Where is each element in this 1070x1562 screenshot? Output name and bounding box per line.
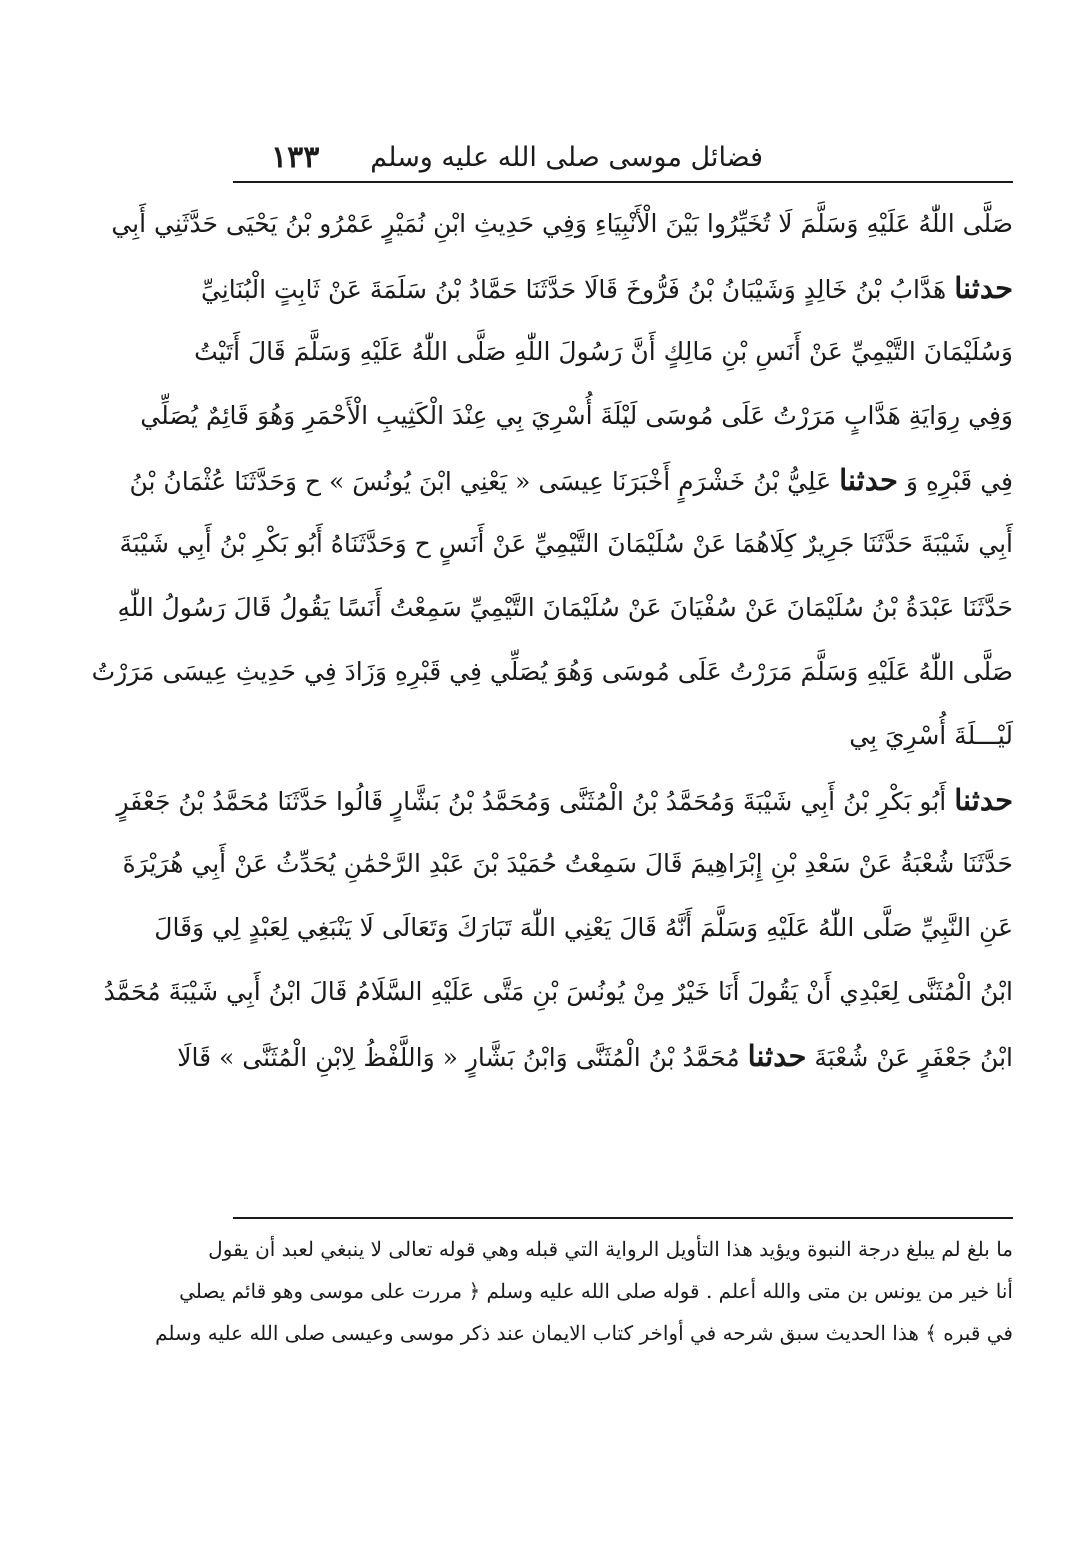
text-line: ابْنُ جَعْفَرٍ عَنْ شُعْبَةَ حدثنا مُحَمَّدُ بْنُ الْمُثَنَّى وَابْنُ بَشَّارٍ « وَاللَّفْظُ لِابْنِ الْمُثَنَّى » قَالَا	[177, 1039, 1013, 1073]
page-header	[233, 140, 1013, 180]
text-line: حَدَّثَنَا عَبْدَةُ بْنُ سُلَيْمَانَ عَنْ سُفْيَانَ عَنْ سُلَيْمَانَ التَّيْمِيِّ سَمِعْتُ أَنَسًا يَقُولُ قَالَ رَسُولُ اللّٰهِ	[117, 593, 1013, 622]
text-line: ابْنُ الْمُثَنَّى لِعَبْدِي أَنْ يَقُولَ أَنَا خَيْرٌ مِنْ يُونُسَ بْنِ مَتَّى عَلَيْهِ السَّلَامُ قَالَ ابْنُ أَبِي شَيْبَةَ مُحَمَّدُ	[103, 977, 1013, 1006]
keyword-haddathana: حدثنا	[954, 783, 1013, 817]
header-divider	[233, 181, 1013, 183]
keyword-haddathana: حدثنا	[954, 271, 1013, 305]
text-line: حدثنا أَبُو بَكْرِ بْنُ أَبِي شَيْبَةَ وَمُحَمَّدُ بْنُ الْمُثَنَّى وَمُحَمَّدُ بْنُ بَشَّارٍ قَالُوا حَدَّثَنَا مُحَمَّدُ بْنُ جَعْفَرٍ	[116, 783, 1013, 817]
footnotes	[155, 1228, 1013, 1354]
text-line: وَسُلَيْمَانَ التَّيْمِيِّ عَنْ أَنَسِ بْنِ مَالِكٍ أَنَّ رَسُولَ اللّٰهِ صَلَّى اللّٰهُ عَلَيْهِ وَسَلَّمَ قَالَ أَتَيْتُ	[194, 337, 1013, 366]
text-line: عَنِ النَّبِيِّ صَلَّى اللّٰهُ عَلَيْهِ وَسَلَّمَ أَنَّهُ قَالَ يَعْنِي اللّٰهَ تَبَارَكَ وَتَعَالَى لَا يَنْبَغِي لِعَبْدٍ لِي وَقَالَ	[154, 913, 1013, 942]
footnote-line: أنا خير من يونس بن متى والله أعلم . قوله صلى الله عليه وسلم ﴿ مررت على موسى وهو قائم يصلي	[179, 1279, 1013, 1303]
text-line: لَيْـــلَةَ أُسْرِيَ بِي	[849, 721, 1013, 750]
text-line: حَدَّثَنَا شُعْبَةُ عَنْ سَعْدِ بْنِ إِبْرَاهِيمَ قَالَ سَمِعْتُ حُمَيْدَ بْنَ عَبْدِ الرَّحْمَٰنِ يُحَدِّثُ عَنْ أَبِي هُرَيْرَةَ	[122, 849, 1013, 878]
footnote-line: ما بلغ لم يبلغ درجة النبوة ويؤيد هذا التأويل الرواية التي قبله وهي قوله تعالى لا ينبغي لعبد أن يقول	[208, 1237, 1013, 1261]
text-line: وَفِي رِوَايَةِ هَدَّابٍ مَرَرْتُ عَلَى مُوسَى لَيْلَةَ أُسْرِيَ بِي عِنْدَ الْكَثِيبِ الْأَحْمَرِ وَهُوَ قَائِمٌ يُصَلِّي	[140, 401, 1013, 430]
text-line: صَلَّى اللّٰهُ عَلَيْهِ وَسَلَّمَ مَرَرْتُ عَلَى مُوسَى وَهُوَ يُصَلِّي فِي قَبْرِهِ وَزَادَ فِي حَدِيثِ عِيسَى مَرَرْتُ	[91, 657, 1013, 686]
hadith-text	[91, 192, 1013, 1088]
footnote-line: في قبره ﴾ هذا الحديث سبق شرحه في أواخر كتاب الايمان عند ذكر موسى وعيسى صلى الله عليه وسلم	[155, 1321, 1013, 1345]
keyword-haddathana: حدثنا	[839, 463, 898, 497]
page-number: ١٣٣	[271, 140, 320, 175]
chapter-title: فضائل موسى صلى الله عليه وسلم	[370, 142, 763, 173]
text-line: أَبِي شَيْبَةَ حَدَّثَنَا جَرِيرٌ كِلَاهُمَا عَنْ سُلَيْمَانَ التَّيْمِيِّ عَنْ أَنَسٍ ح وَحَدَّثَنَاهُ أَبُو بَكْرِ بْنُ أَبِي شَيْبَةَ	[119, 529, 1013, 558]
text-line: فِي قَبْرِهِ وَ حدثنا عَلِيُّ بْنُ خَشْرَمٍ أَخْبَرَنَا عِيسَى « يَعْنِي ابْنَ يُونُسَ » ح وَحَدَّثَنَا عُثْمَانُ بْنُ	[129, 463, 1013, 497]
text-line: حدثنا هَدَّابُ بْنُ خَالِدٍ وَشَيْبَانُ بْنُ فَرُّوخَ قَالَا حَدَّثَنَا حَمَّادُ بْنُ سَلَمَةَ عَنْ ثَابِتٍ الْبُنَانِيِّ	[200, 271, 1013, 305]
keyword-haddathana: حدثنا	[747, 1039, 807, 1073]
footnote-divider	[233, 1217, 1013, 1219]
text-line: صَلَّى اللّٰهُ عَلَيْهِ وَسَلَّمَ لَا تُخَيِّرُوا بَيْنَ الْأَنْبِيَاءِ وَفِي حَدِيثِ ابْنِ نُمَيْرٍ عَمْرُو بْنُ يَحْيَى حَدَّثَنِي أَبِي	[111, 209, 1013, 238]
